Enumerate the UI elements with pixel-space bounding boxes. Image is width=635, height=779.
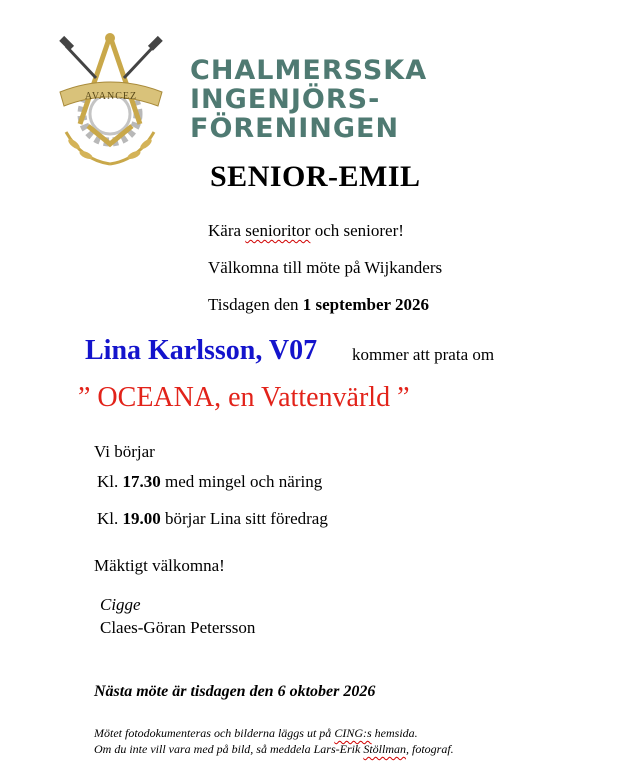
schedule-post: med mingel och näring	[160, 472, 323, 491]
logo-banner-text: AVANCEZ	[84, 91, 138, 102]
signature-name: Claes-Göran Petersson	[100, 618, 256, 637]
date-line	[208, 295, 429, 315]
organization-name	[190, 56, 427, 143]
page-title: SENIOR-EMIL	[210, 160, 421, 193]
date-pre: Tisdagen den	[208, 295, 303, 314]
greeting-squig: senioritor	[245, 221, 311, 240]
schedule-item	[97, 509, 328, 529]
chalmers-logo-icon	[52, 28, 170, 168]
org-line-3: FÖRENINGEN	[190, 113, 400, 144]
signature-nickname: Cigge	[100, 595, 141, 614]
start-label: Vi börjar	[94, 442, 155, 461]
schedule-time: 17.30	[122, 472, 161, 491]
greeting-post: och seniorer!	[310, 221, 404, 240]
footer-line-1	[94, 726, 418, 741]
greeting-pre: Kära	[208, 221, 246, 240]
footer1-post: hemsida.	[371, 726, 418, 740]
welcome-line: Välkomna till möte på Wijkanders	[208, 258, 443, 277]
footer2-pre: Om du inte vill vara med på bild, så meddela Lars-Erik	[94, 742, 364, 756]
schedule-pre: Kl.	[97, 509, 123, 528]
talk-topic: ” OCEANA, en Vattenvärld ”	[78, 382, 410, 413]
org-line-2: INGENJÖRS-	[190, 84, 381, 115]
closing-line: Mäktigt välkomna!	[94, 556, 225, 575]
footer2-post: , fotograf.	[405, 742, 454, 756]
footer-line-2	[94, 742, 454, 757]
footer1-pre: Mötet fotodokumenteras och bilderna läggs ut på	[94, 726, 335, 740]
footer2-squig: Stöllman	[363, 742, 406, 756]
org-line-1: CHALMERSSKA	[190, 55, 428, 86]
next-meeting: Nästa möte är tisdagen den 6 oktober 2026	[94, 683, 376, 700]
schedule-item	[97, 472, 322, 492]
schedule-pre: Kl.	[97, 472, 123, 491]
date-bold: 1 september 2026	[302, 295, 429, 314]
footer1-squig: CING:s	[334, 726, 372, 740]
schedule-time: 19.00	[122, 509, 161, 528]
speaker-description: kommer att prata om	[352, 345, 495, 364]
greeting-line	[208, 221, 404, 241]
schedule-post: börjar Lina sitt föredrag	[160, 509, 328, 528]
speaker-name: Lina Karlsson, V07	[85, 335, 318, 366]
